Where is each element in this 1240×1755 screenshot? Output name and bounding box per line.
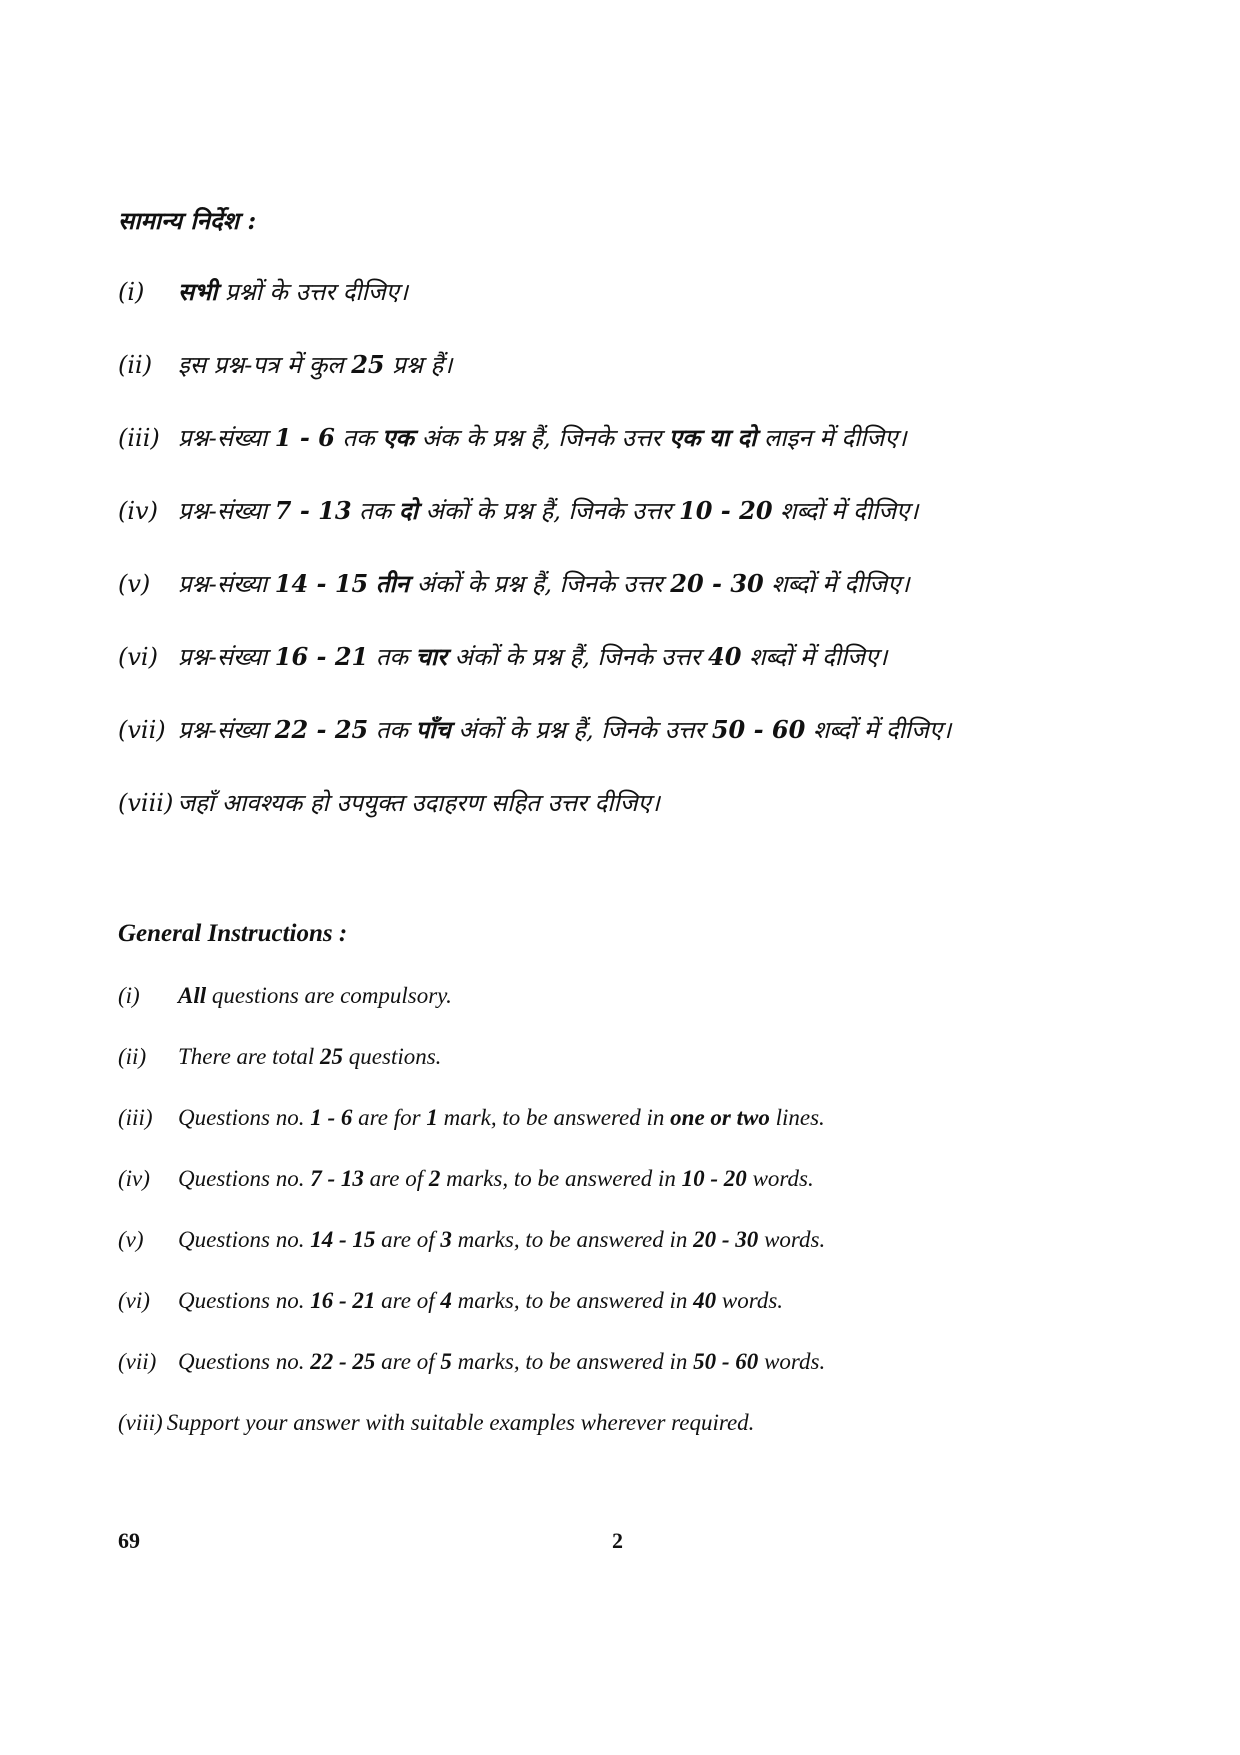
instruction-item	[118, 983, 452, 1009]
instruction-number: (vi)	[118, 643, 158, 671]
instruction-emphasis: 3	[440, 1227, 452, 1252]
instruction-text: Questions no.	[178, 1349, 311, 1374]
instruction-item	[118, 1044, 441, 1070]
instruction-text: अंकों के प्रश्न हैं, जिनके उत्तर	[417, 497, 680, 525]
instruction-emphasis: पाँच	[415, 715, 451, 744]
instruction-emphasis: 7 - 13	[274, 496, 352, 525]
instruction-emphasis: तीन	[375, 569, 410, 598]
instruction-item	[118, 1105, 825, 1131]
instruction-text: शब्दों में दीजिए।	[741, 643, 888, 671]
instruction-text: words.	[758, 1349, 826, 1374]
instruction-emphasis: एक	[382, 423, 414, 452]
instruction-number: (iv)	[118, 1166, 150, 1191]
instruction-text: प्रश्न-संख्या	[178, 497, 275, 525]
instruction-text	[368, 570, 376, 598]
instruction-emphasis: 22 - 25	[310, 1349, 376, 1374]
instruction-text: marks, to be answered in	[451, 1288, 694, 1313]
instruction-item	[118, 1410, 754, 1436]
instruction-emphasis: 25	[320, 1044, 344, 1069]
instruction-text: प्रश्नों के उत्तर दीजिए।	[217, 278, 409, 306]
instruction-text: तक	[368, 716, 416, 744]
instruction-text: Questions no.	[178, 1227, 311, 1252]
instruction-text: लाइन में दीजिए।	[756, 424, 907, 452]
instruction-number: (iii)	[118, 1105, 153, 1130]
instruction-item	[118, 348, 452, 381]
instruction-number: (ii)	[118, 1044, 147, 1069]
instruction-emphasis: 40	[693, 1288, 717, 1313]
instruction-text: शब्दों में दीजिए।	[763, 570, 910, 598]
instruction-emphasis: एक या दो	[668, 423, 757, 452]
instruction-text: अंकों के प्रश्न हैं, जिनके उत्तर	[450, 716, 712, 744]
instruction-emphasis: 14 - 15	[310, 1227, 376, 1252]
instruction-emphasis: one or two	[670, 1105, 770, 1130]
instruction-emphasis: 50 - 60	[693, 1349, 759, 1374]
instruction-text: are of	[363, 1166, 429, 1191]
instruction-item	[118, 1288, 783, 1314]
instruction-text: शब्दों में दीजिए।	[805, 716, 952, 744]
instruction-number: (vi)	[118, 1288, 150, 1313]
instruction-emphasis: 10 - 20	[679, 496, 773, 525]
instruction-item	[118, 640, 887, 673]
instruction-text: अंकों के प्रश्न हैं, जिनके उत्तर	[446, 643, 709, 671]
instruction-emphasis: सभी	[178, 277, 218, 306]
instruction-text: इस प्रश्न-पत्र में कुल	[178, 351, 352, 379]
instruction-item	[118, 275, 408, 308]
instruction-text: अंकों के प्रश्न हैं, जिनके उत्तर	[409, 570, 671, 598]
instruction-number: (ii)	[118, 351, 153, 379]
instruction-number: (iii)	[118, 424, 160, 452]
instruction-text: are of	[375, 1227, 441, 1252]
instruction-emphasis: 22 - 25	[274, 715, 369, 744]
instruction-emphasis: 1 - 6	[274, 423, 335, 452]
instruction-emphasis: 25	[351, 350, 385, 379]
instruction-text: words.	[758, 1227, 826, 1252]
instruction-text: Questions no.	[178, 1166, 311, 1191]
instruction-text: words.	[716, 1288, 784, 1313]
instruction-text: are of	[375, 1349, 441, 1374]
instruction-text: marks, to be answered in	[440, 1166, 682, 1191]
instruction-item	[118, 1349, 825, 1375]
instruction-text: marks, to be answered in	[451, 1227, 694, 1252]
instruction-text: lines.	[769, 1105, 825, 1130]
instruction-item	[118, 1166, 814, 1192]
instruction-item	[118, 421, 907, 454]
instruction-emphasis: 40	[708, 642, 742, 671]
instruction-text: questions are compulsory.	[206, 983, 452, 1008]
instruction-item	[118, 567, 910, 600]
instruction-number: (vii)	[118, 1349, 157, 1374]
instruction-text: are of	[375, 1288, 441, 1313]
instruction-number: (viii)	[118, 1410, 163, 1435]
instruction-number: (v)	[118, 1227, 144, 1252]
instruction-emphasis: 7 - 13	[310, 1166, 364, 1191]
instruction-emphasis: 5	[440, 1349, 452, 1374]
instruction-text: प्रश्न हैं।	[384, 351, 453, 379]
hindi-instructions-heading: सामान्य निर्देश :	[118, 206, 257, 235]
paper-code: 69	[118, 1528, 140, 1553]
instruction-emphasis: 50 - 60	[711, 715, 806, 744]
instruction-text: There are total	[178, 1044, 321, 1069]
instruction-item	[118, 786, 660, 819]
instruction-number: (i)	[118, 983, 140, 1008]
instruction-text: अंक के प्रश्न हैं, जिनके उत्तर	[413, 424, 669, 452]
instruction-text: mark, to be answered in	[437, 1105, 671, 1130]
instruction-emphasis: 4	[440, 1288, 452, 1313]
instruction-text: तक	[368, 643, 416, 671]
instruction-text: जहाँ आवश्यक हो उपयुक्त उदाहरण सहित उत्तर दीजिए।	[177, 789, 660, 817]
instruction-text: Questions no.	[178, 1288, 311, 1313]
instruction-emphasis: 20 - 30	[670, 569, 764, 598]
instruction-emphasis: चार	[415, 642, 447, 671]
instruction-item	[118, 713, 951, 746]
instruction-emphasis: 16 - 21	[310, 1288, 376, 1313]
instruction-emphasis: All	[178, 983, 207, 1008]
instruction-text: marks, to be answered in	[451, 1349, 694, 1374]
instruction-number: (iv)	[118, 497, 158, 525]
instruction-text: शब्दों में दीजिए।	[772, 497, 919, 525]
instruction-number: (i)	[118, 278, 145, 306]
instruction-text: प्रश्न-संख्या	[178, 643, 275, 671]
instruction-number: (v)	[118, 570, 151, 598]
instruction-text: प्रश्न-संख्या	[178, 570, 275, 598]
instruction-text: words.	[746, 1166, 814, 1191]
english-instructions-heading: General Instructions :	[118, 920, 348, 947]
instruction-emphasis: 1	[426, 1105, 438, 1130]
page-number: 2	[612, 1528, 623, 1553]
instruction-emphasis: 20 - 30	[693, 1227, 759, 1252]
instruction-text: questions.	[343, 1044, 442, 1069]
instruction-text: Questions no.	[178, 1105, 311, 1130]
instruction-text: प्रश्न-संख्या	[178, 716, 275, 744]
instruction-text: तक	[351, 497, 399, 525]
instruction-text: प्रश्न-संख्या	[178, 424, 275, 452]
instruction-text: Support your answer with suitable examples wherever required.	[166, 1410, 755, 1435]
instruction-emphasis: 16 - 21	[274, 642, 369, 671]
instruction-emphasis: 10 - 20	[681, 1166, 747, 1191]
instruction-emphasis: दो	[398, 496, 418, 525]
instruction-number: (viii)	[118, 789, 174, 817]
instruction-emphasis: 2	[428, 1166, 441, 1191]
instruction-text: are for	[352, 1105, 427, 1130]
instruction-item	[118, 1227, 825, 1253]
instruction-number: (vii)	[118, 716, 166, 744]
instruction-item	[118, 494, 918, 527]
instruction-text: तक	[334, 424, 383, 452]
instruction-emphasis: 1 - 6	[310, 1105, 353, 1130]
instruction-emphasis: 14 - 15	[274, 569, 369, 598]
